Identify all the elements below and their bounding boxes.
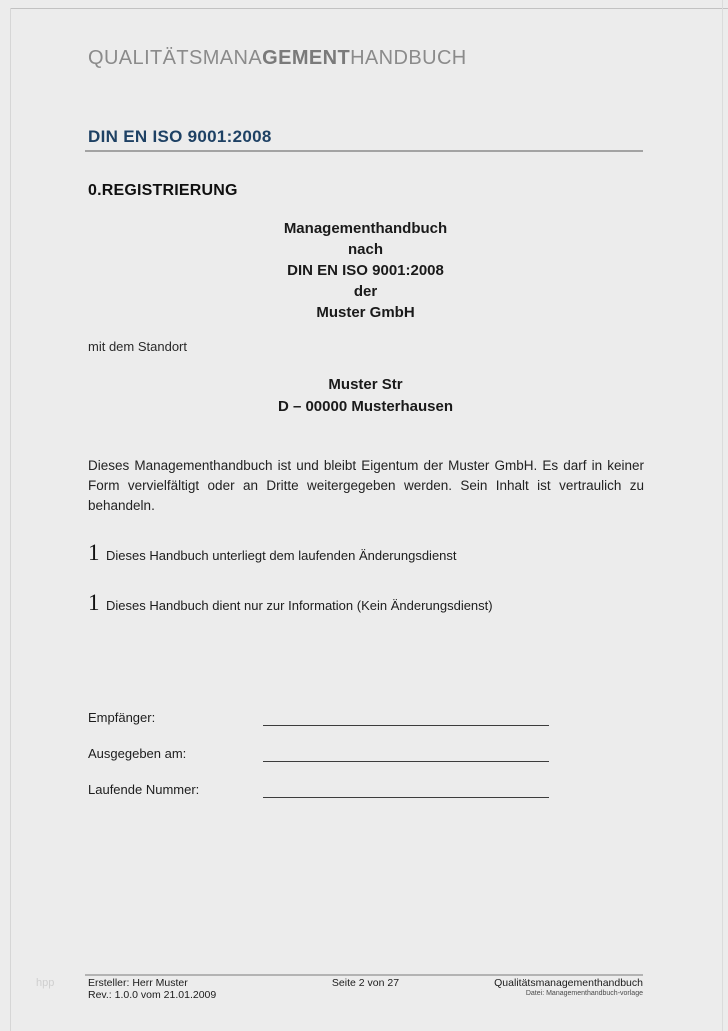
location-intro: mit dem Standort <box>88 339 187 354</box>
form-row-serial-number <box>88 782 644 798</box>
footer-file-info: Datei: Managementhandbuch-vorlage <box>525 990 643 997</box>
header-title-segment-regular-2: HANDBUCH <box>350 47 467 69</box>
form-label-serial-number: Laufende Nummer: <box>88 782 200 797</box>
option-text: Dieses Handbuch unterliegt dem laufenden Änderungsdienst <box>106 548 457 563</box>
header-title-segment-bold: GEMENT <box>262 47 351 69</box>
address-block <box>88 374 643 417</box>
footer-doc-title: Qualitätsmanagementhandbuch <box>494 977 643 989</box>
footer-page-number: Seite 2 von 27 <box>331 977 400 989</box>
form-blank-line-issued-date <box>263 746 549 762</box>
footer-divider <box>85 974 643 976</box>
header-title-segment-regular: QUALITÄTSMANA <box>88 47 263 69</box>
footer-doc-info-block <box>88 977 643 998</box>
option-marker: 1 <box>88 590 100 615</box>
page-left-border <box>10 8 11 1031</box>
page-right-border <box>722 0 723 1031</box>
address-street: Muster Str <box>328 376 403 393</box>
handbook-title-block <box>88 218 643 323</box>
title-line-2: nach <box>347 241 383 258</box>
watermark-text: hpp <box>36 977 55 989</box>
option-row-change-service <box>88 541 644 565</box>
form-row-recipient <box>88 710 644 726</box>
form-blank-line-recipient <box>263 710 549 726</box>
norm-heading-underline <box>85 150 643 152</box>
option-text: Dieses Handbuch dient nur zur Information (Kein Änderungsdienst) <box>106 598 493 613</box>
page-top-border <box>10 8 728 9</box>
confidentiality-note: Dieses Managementhandbuch ist und bleibt Eigentum der Muster GmbH. Es darf in keiner Form vervielfältigt oder an Dritte weitergegeben werden. Sein Inhalt ist vertraulich zu behandeln. <box>88 458 644 513</box>
document-header-title <box>88 47 467 70</box>
form-blank-line-serial-number <box>263 782 549 798</box>
option-marker: 1 <box>88 540 100 565</box>
form-label-issued-date: Ausgegeben am: <box>88 746 187 761</box>
chapter-heading: 0.REGISTRIERUNG <box>88 182 238 199</box>
footer-creator: Ersteller: Herr Muster <box>88 977 188 989</box>
title-line-1: Managementhandbuch <box>283 220 448 237</box>
title-line-3: DIN EN ISO 9001:2008 <box>287 262 444 279</box>
norm-heading: DIN EN ISO 9001:2008 <box>88 127 272 146</box>
form-label-recipient: Empfänger: <box>88 710 156 725</box>
option-row-information-only <box>88 591 644 615</box>
footer-revision: Rev.: 1.0.0 vom 21.01.2009 <box>88 989 217 1001</box>
title-line-5: Muster GmbH <box>316 304 415 321</box>
form-row-issued-date <box>88 746 644 762</box>
address-city: D – 00000 Musterhausen <box>277 397 454 415</box>
title-line-4: der <box>353 283 378 300</box>
